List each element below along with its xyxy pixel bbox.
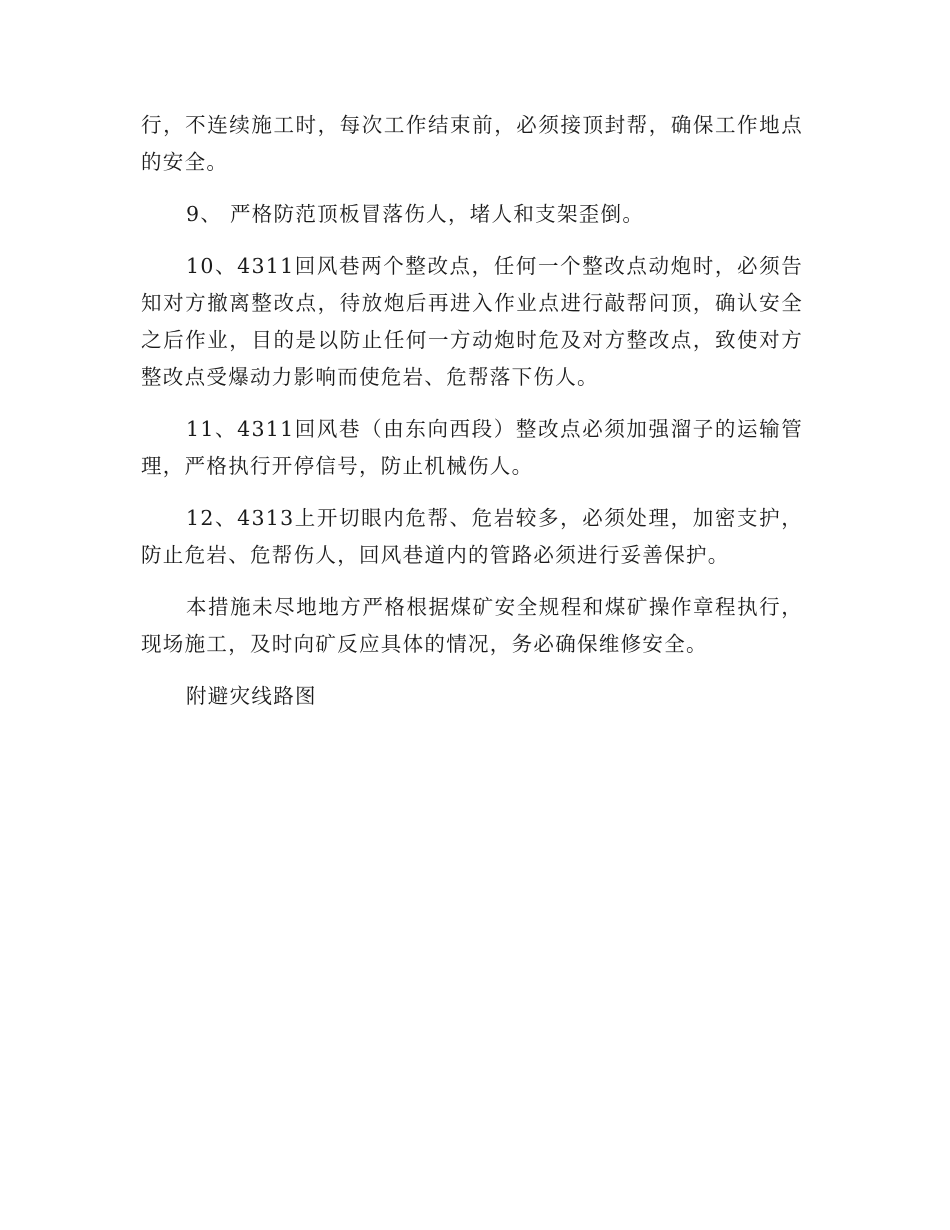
paragraph-item-12: 12、4313上开切眼内危帮、危岩较多，必须处理，加密支护，防止危岩、危帮伤人，回风巷道内的管路必须进行妥善保护。 (141, 506, 803, 567)
paragraph-item-9: 9、 严格防范顶板冒落伤人，堵人和支架歪倒。 (186, 202, 645, 226)
appendix-note: 附避灾线路图 (186, 684, 317, 708)
paragraph-item-10: 10、4311回风巷两个整改点，任何一个整改点动炮时，必须告知对方撤离整改点，待放炮后再进入作业点进行敲帮问顶，确认安全之后作业，目的是以防止任何一方动炮时危及对方整改点，致使对方整改点受爆动力影响而使危岩、危帮落下伤人。 (141, 254, 803, 389)
paragraph-closing: 本措施未尽地地方严格根据煤矿安全规程和煤矿操作章程执行，现场施工，及时向矿反应具体的情况，务必确保维修安全。 (141, 595, 803, 656)
paragraph-item-11: 11、4311回风巷（由东向西段）整改点必须加强溜子的运输管理，严格执行开停信号，防止机械伤人。 (141, 417, 803, 478)
document-page (141, 107, 803, 715)
paragraph-continuation: 行，不连续施工时，每次工作结束前，必须接顶封帮，确保工作地点的安全。 (141, 113, 803, 174)
